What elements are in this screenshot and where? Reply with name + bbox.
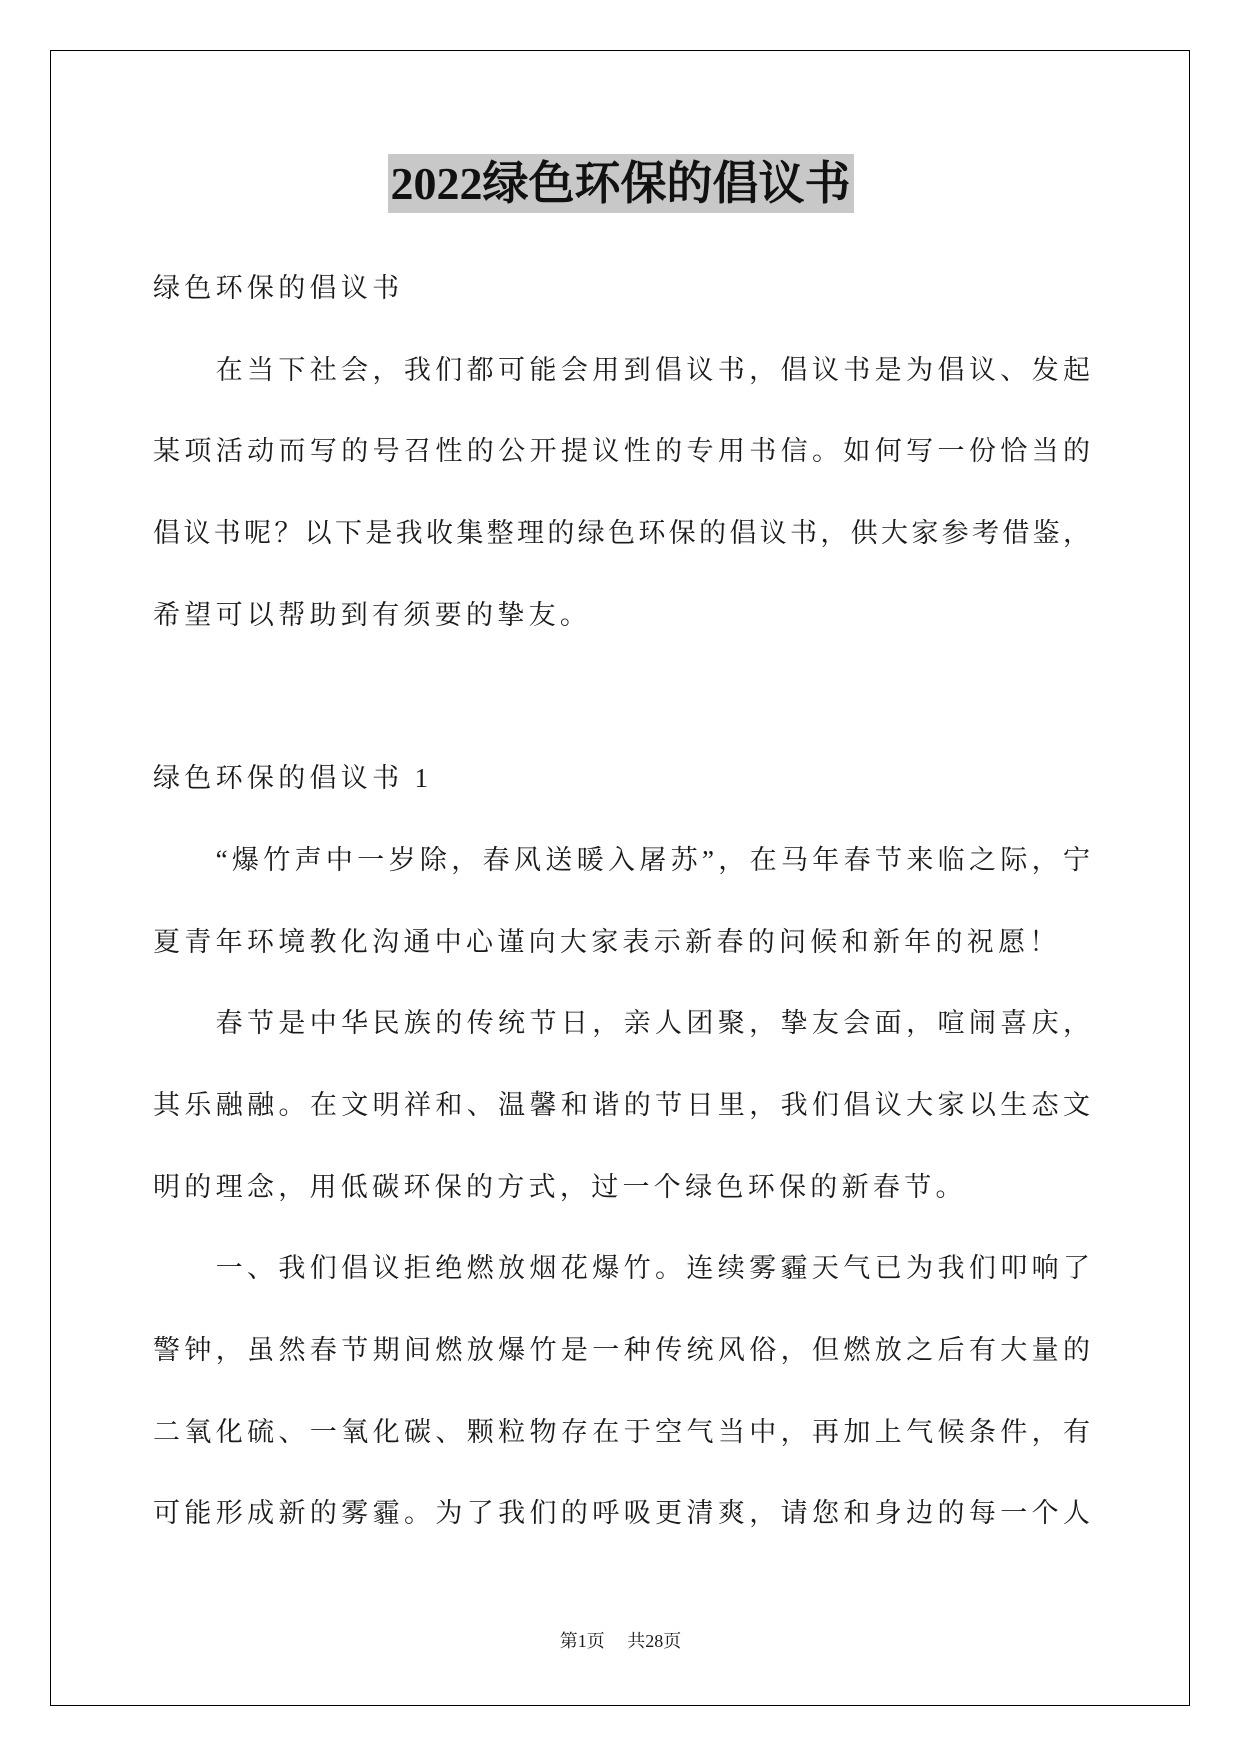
paragraph-line: 一、我们倡议拒绝燃放烟花爆竹。连续雾霾天气已为我们叩响了 (215, 1253, 1093, 1284)
paragraph-line: 春节是中华民族的传统节日，亲人团聚，挚友会面，喧闹喜庆， (215, 1008, 1093, 1039)
paragraph-line: 倡议书呢？以下是我收集整理的绿色环保的倡议书，供大家参考借鉴， (153, 518, 1093, 549)
document-subtitle: 绿色环保的倡议书 (153, 273, 404, 303)
section-paragraph (153, 820, 1093, 983)
paragraph-line: “爆竹声中一岁除，春风送暖入屠苏”，在马年春节来临之际，宁 (215, 844, 1093, 875)
page-number: 第1页 (559, 1631, 605, 1651)
paragraph-line: 二氧化硫、一氧化碳、颗粒物存在于空气当中，再加上气候条件，有 (153, 1416, 1093, 1447)
section-paragraph (153, 983, 1093, 1228)
document-title-text: 2022绿色环保的倡议书 (388, 154, 854, 213)
section-heading: 绿色环保的倡议书 1 (153, 763, 433, 794)
document-body (153, 248, 1093, 1555)
page-footer (0, 1629, 1241, 1653)
paragraph-line: 夏青年环境教化沟通中心谨向大家表示新春的问候和新年的祝愿！ (153, 926, 1061, 957)
paragraph-line: 希望可以帮助到有须要的挚友。 (153, 599, 592, 630)
intro-paragraph (153, 330, 1093, 657)
paragraph-line: 明的理念，用低碳环保的方式，过一个绿色环保的新春节。 (153, 1171, 967, 1202)
blank-line (153, 656, 1093, 738)
document-title (0, 154, 1241, 213)
paragraph-line: 其乐融融。在文明祥和、温馨和谐的节日里，我们倡议大家以生态文 (153, 1089, 1093, 1120)
paragraph-line: 在当下社会，我们都可能会用到倡议书，倡议书是为倡议、发起 (215, 354, 1093, 385)
section-paragraph (153, 1228, 1093, 1555)
paragraph-line: 某项活动而写的号召性的公开提议性的专用书信。如何写一份恰当的 (153, 436, 1093, 467)
page-total: 共28页 (627, 1631, 682, 1651)
paragraph-line: 可能形成新的雾霾。为了我们的呼吸更清爽，请您和身边的每一个人 (153, 1498, 1093, 1529)
paragraph-line: 警钟，虽然春节期间燃放爆竹是一种传统风俗，但燃放之后有大量的 (153, 1334, 1093, 1365)
